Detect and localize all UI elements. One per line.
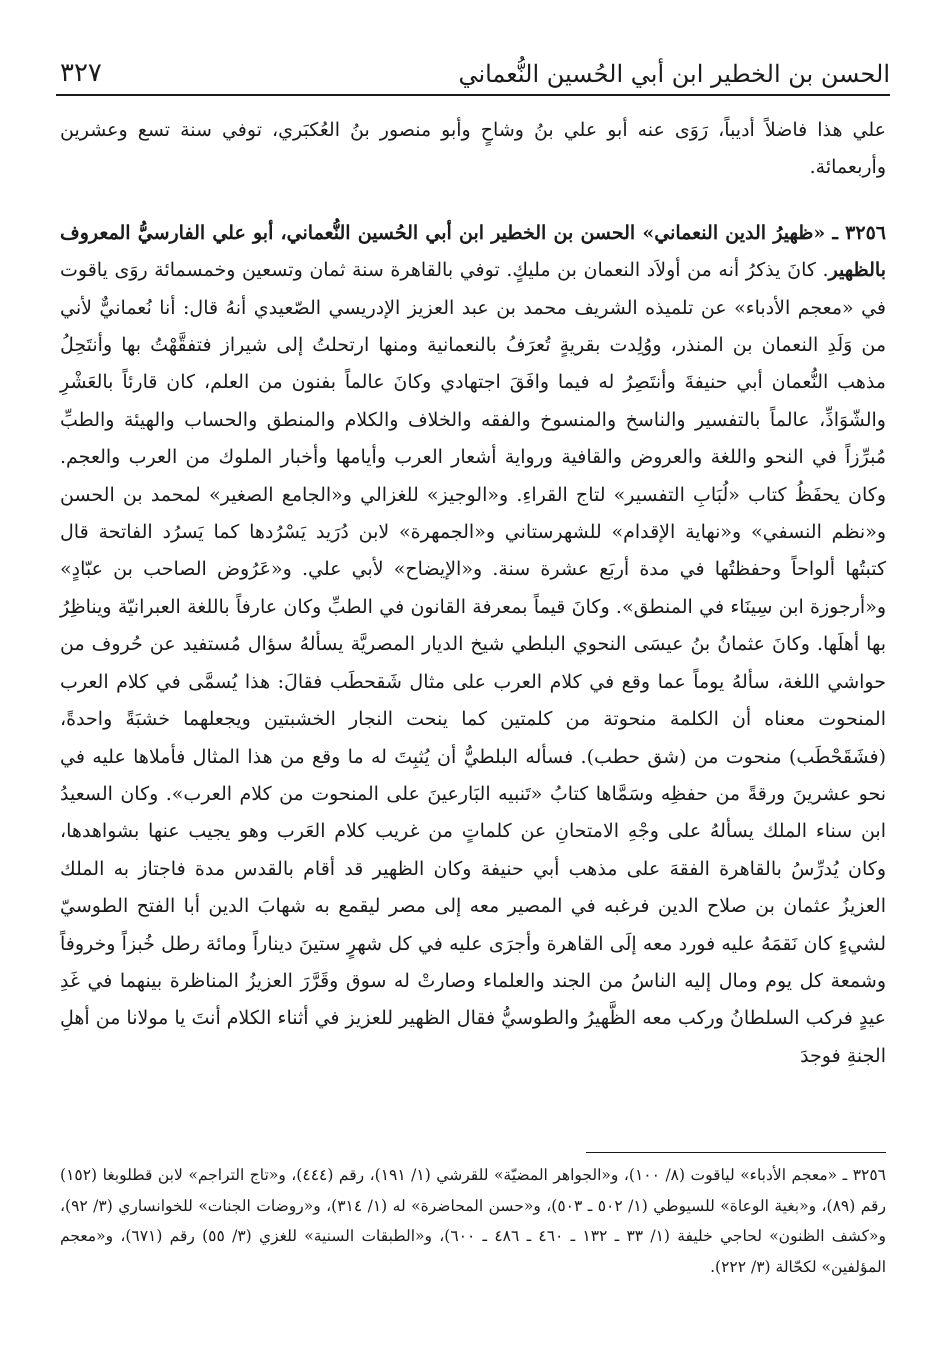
page-number: ٣٢٧ bbox=[60, 58, 102, 88]
footnote-divider bbox=[586, 1152, 886, 1153]
footnote-text: ٣٢٥٦ ـ «معجم الأدباء» لياقوت (٨/ ١٠٠)، و«الجواهر المضيّة» للقرشي (١/ ١٩١)، رقم (٤٤٤)، و«تاج التراجم» لابن قطلوبغا (١٥٢) رقم (٨٩)، و«بغية الوعاة» للسيوطي (١/ ٥٠٢ ـ ٥٠٣)، و«حسن المحاضرة» له (١/ ٣١٤)، و«روضات الجنات» للخوانساري (٣/ ٩٢)، و«كشف الظنون» لحاجي خليفة (١/ ٣٣ ـ ١٣٢ ـ ٤٦٠ ـ ٤٨٦ ـ ٦٠٠)، و«الطبقات السنية» للغزي (٣/ ٥٥) رقم (٦٧١)، و«معجم المؤلفين» لكحّالة (٣/ ٢٢٢). bbox=[60, 1166, 887, 1276]
running-header bbox=[60, 40, 890, 86]
intro-paragraph: علي هذا فاضلاً أديباً، رَوَى عنه أبو علي بنُ وشاحٍ وأبو منصور بنُ العُكبَري، توفي سنة تسع وعشرين وأربعمائة. bbox=[60, 119, 886, 179]
footnotes bbox=[60, 1160, 886, 1282]
running-header-title: الحسن بن الخطير ابن أبي الحُسين النُّعماني bbox=[458, 60, 890, 88]
biography-entry bbox=[60, 215, 886, 1075]
main-text bbox=[60, 112, 886, 1075]
entry-text: . كانَ يذكرُ أنه من أولاَد النعمان بن مليكٍ. توفي بالقاهرة سنة ثمان وتسعين وخمسمائة روَى ياقوت في «معجم الأدباء» عن تلميذه الشريف محمد بن عبد العزيز الإدريسي الصّعيدي أنهُ قال: أنا نُعمانيٌّ لأني من وَلَدِ النعمان بن المنذر، ووُلِدت بقريةٍ تُعرَفُ بالنعمانية ومنها ارتحلتُ إلى شيراز فتفقَّهْتُ بها وأنتَحِلُ مذهب النُّعمان أبي حنيفةَ وأنتَصِرُ له فيما وافَقَ اجتهادي وكانَ عالماً بفنون من العلم، كان قارئاً بالعَشْرِ والشّوَاذِّ، عالماً بالتفسير والناسخ والمنسوخ والفقه والخلاف والكلام والمنطق والحساب والهيئة والطبِّ مُبرِّزاً في النحو واللغة والعروض والقافية ورواية أشعار العرب وأيامها وأخبار الملوك من العرب والعجم. وكان يحفَظُ كتاب «لُبَابِ التفسير» لتاج القراءِ. و«الوجيز» للغزالي و«الجامع الصغير» لمحمد بن الحسن و«نظم النسفي» و«نهاية الإقدام» للشهرستاني و«الجمهرة» لابن دُرَيد يَسْرُدها كما يَسرُد الفاتحة قال كتبتُها ألواحاً وحفظتُها في مدة أربَع عشرة سنة. و«الإيضاح» لأبي علي. و«عَرُوض الصاحب بن عبّادٍ» و«أرجوزة ابن سِينَاء في المنطق». وكانَ قيماً بمعرفة القانون في الطبِّ وكان عارفاً باللغة العبرانيّة ويناظِرُ بها أهلَها. وكانَ عثمانُ بنُ عيسَى النحوي البلطي شيخ الديار المصريَّة يسألهُ سؤال مُستفيد عن حُروف من حواشي اللغة، سألهُ يوماً عما وقع في كلام العرب على مثال شَقحطَب فقالَ: هذا يُسمَّى في كلام العرب المنحوت معناه أن الكلمة منحوتة من كلمتين كما ينحت النجار الخشبتين ويجعلهما خشبَةً واحدةً، (فشَقَحْطَب) منحوت من (شق حطب). فسأله البلطيُّ أن يُثبِتَ له ما وقع من هذا المثال فأملاها عليه في نحو عشرينَ ورقةً من حفظِه وسَمَّاها كتابُ «تَنبيه البَارعينَ على المنحوت من كلام العرب». وكان السعيدُ ابن سناء الملك يسألهُ على وجْهِ الامتحانِ عن كلماتٍ من غريب كلام العَرب وهو يجيب عنها بشواهدها، وكان يُدرِّسُ بالقاهرة الفقهَ على مذهب أبي حنيفة وكان الظهير قد أقام بالقدس مدة فاجتاز به الملك العزيزُ عثمان بن صلاح الدين فرغبه في المصير معه إلى مصر ليقمع به شهابَ الدين أبا الفتح الطوسيّ لشيءٍ كان نَقمَهُ عليه فورد معه إلَى القاهرة وأجرَى عليه في كل شهرٍ ستينَ ديناراً ومائة رطل خُبزاً وخروفاً وشمعة كل يوم ومال إليه الناسُ من الجند والعلماء وصارتْ له سوق وقَرَّرَ العزيزُ المناظرة بينهما في غَدِ عيدٍ فركب السلطانُ وركب معه الظَّهيرُ والطوسيُّ فقال الظهير للعزيز في أثناء الكلام أنتَ يا مولانا من أهلِ الجنةِ فوجدَ bbox=[60, 259, 886, 1067]
header-divider bbox=[56, 94, 890, 96]
entry-heading: ٣٢٥٦ ـ «ظهيرُ الدين النعماني» الحسن بن الخطير ابن أبي الحُسين النُّعماني، أبو علي الفارسيُّ المعروف بالظهير bbox=[60, 221, 886, 282]
